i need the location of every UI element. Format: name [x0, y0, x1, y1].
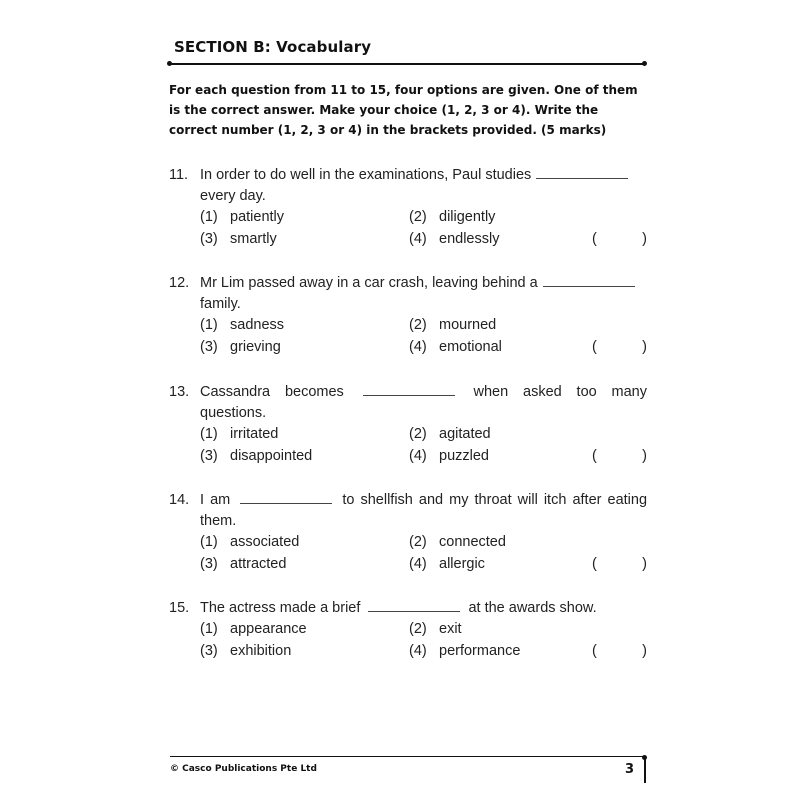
answer-brackets [592, 641, 647, 662]
option-text: irritated [230, 426, 279, 442]
option-number: (1) [200, 621, 218, 637]
bracket-open: ( [592, 339, 597, 355]
question-text [200, 165, 647, 207]
page-marker-dot [642, 755, 647, 760]
option-number: (3) [200, 231, 218, 247]
option-3 [200, 641, 291, 662]
question-text-part: every day. [200, 188, 266, 204]
option-number: (2) [409, 209, 427, 225]
question-line-1 [200, 490, 647, 511]
question-14 [169, 490, 647, 576]
option-text: smartly [230, 231, 277, 247]
answer-blank [543, 274, 635, 287]
option-4 [409, 554, 485, 575]
option-number: (4) [409, 339, 427, 355]
option-2 [409, 619, 462, 640]
question-11 [169, 165, 647, 251]
question-text [200, 273, 647, 315]
question-text-part: The actress made a brief [200, 600, 361, 616]
answer-options [200, 424, 647, 468]
page-marker-line [644, 758, 646, 783]
option-number: (3) [200, 448, 218, 464]
question-number: 15. [169, 600, 190, 616]
answer-brackets [592, 229, 647, 250]
option-text: connected [439, 534, 506, 550]
option-text: associated [230, 534, 300, 550]
answer-options [200, 532, 647, 576]
question-stem [169, 165, 647, 207]
option-number: (1) [200, 317, 218, 333]
option-text: disappointed [230, 448, 313, 464]
question-text-part: them. [200, 513, 237, 529]
option-text: mourned [439, 317, 497, 333]
question-stem [169, 490, 647, 532]
bracket-close: ) [642, 448, 647, 464]
answer-brackets [592, 554, 647, 575]
option-number: (4) [409, 643, 427, 659]
bracket-open: ( [592, 556, 597, 572]
answer-blank [536, 166, 628, 179]
option-text: appearance [230, 621, 307, 637]
option-1 [200, 532, 299, 553]
option-4 [409, 229, 499, 250]
question-stem [169, 382, 647, 424]
option-text: agitated [439, 426, 491, 442]
question-text-part: at the awards show. [468, 600, 597, 616]
publisher-copyright: © Casco Publications Pte Ltd [170, 764, 317, 774]
question-text-part: questions. [200, 405, 267, 421]
option-number: (3) [200, 643, 218, 659]
answer-brackets [592, 446, 647, 467]
bracket-open: ( [592, 448, 597, 464]
option-1 [200, 424, 278, 445]
option-number: (2) [409, 426, 427, 442]
top-divider-right-dot [642, 61, 647, 66]
question-line-1 [200, 382, 647, 403]
option-text: attracted [230, 556, 287, 572]
option-3 [200, 554, 286, 575]
footer-divider [170, 756, 645, 757]
section-instructions: For each question from 11 to 15, four options are given. One of them is the correct answer. Make your choice (1, 2, 3 or 4). Write the correct number (1, 2, 3 or 4) in the brackets provided. (5 marks) [169, 83, 638, 137]
bracket-open: ( [592, 231, 597, 247]
answer-brackets [592, 337, 647, 358]
section-title: SECTION B: Vocabulary [174, 38, 372, 56]
option-text: patiently [230, 209, 285, 225]
option-text: sadness [230, 317, 285, 333]
option-number: (3) [200, 556, 218, 572]
answer-options [200, 315, 647, 359]
option-number: (1) [200, 534, 218, 550]
option-text: grieving [230, 339, 281, 355]
page-number: 3 [625, 762, 635, 777]
bracket-close: ) [642, 556, 647, 572]
bracket-close: ) [642, 339, 647, 355]
option-text: exit [439, 621, 462, 637]
question-number: 12. [169, 275, 190, 291]
question-text-part: family. [200, 296, 241, 312]
option-text: allergic [439, 556, 485, 572]
option-number: (2) [409, 317, 427, 333]
question-text-part: Cassandra becomes [200, 384, 344, 400]
option-text: puzzled [439, 448, 489, 464]
question-15 [169, 598, 647, 663]
question-stem [169, 273, 647, 315]
question-text [200, 382, 647, 424]
option-2 [409, 315, 496, 336]
option-text: exhibition [230, 643, 292, 659]
option-3 [200, 229, 277, 250]
question-text-part: In order to do well in the examinations, Paul studies [200, 167, 532, 183]
option-text: endlessly [439, 231, 500, 247]
option-number: (3) [200, 339, 218, 355]
option-1 [200, 315, 284, 336]
question-number: 11. [169, 167, 189, 183]
top-divider-left-dot [167, 61, 172, 66]
answer-blank [240, 491, 332, 504]
option-4 [409, 337, 502, 358]
option-number: (4) [409, 556, 427, 572]
answer-blank [368, 599, 460, 612]
option-1 [200, 207, 284, 228]
answer-options [200, 619, 647, 663]
option-4 [409, 641, 520, 662]
bracket-close: ) [642, 231, 647, 247]
option-number: (1) [200, 426, 218, 442]
option-number: (2) [409, 534, 427, 550]
question-12 [169, 273, 647, 359]
question-number: 13. [169, 384, 190, 400]
option-text: emotional [439, 339, 502, 355]
option-2 [409, 207, 495, 228]
option-text: diligently [439, 209, 496, 225]
question-text-part: Mr Lim passed away in a car crash, leaving behind a [200, 275, 538, 291]
answer-options [200, 207, 647, 251]
option-2 [409, 532, 506, 553]
question-text-part: when asked too many [473, 384, 647, 400]
question-text-part: to shellfish and my throat will itch after eating [342, 492, 648, 508]
option-3 [200, 337, 281, 358]
question-text-part: I am [200, 492, 231, 508]
option-number: (4) [409, 231, 427, 247]
question-13 [169, 382, 647, 468]
question-text [200, 598, 647, 619]
option-number: (4) [409, 448, 427, 464]
question-number: 14. [169, 492, 190, 508]
answer-blank [363, 383, 455, 396]
option-number: (2) [409, 621, 427, 637]
bracket-open: ( [592, 643, 597, 659]
question-stem [169, 598, 647, 619]
option-3 [200, 446, 312, 467]
option-2 [409, 424, 491, 445]
option-4 [409, 446, 489, 467]
bracket-close: ) [642, 643, 647, 659]
option-text: performance [439, 643, 521, 659]
option-number: (1) [200, 209, 218, 225]
option-1 [200, 619, 307, 640]
top-divider [170, 63, 645, 65]
question-text [200, 490, 647, 532]
